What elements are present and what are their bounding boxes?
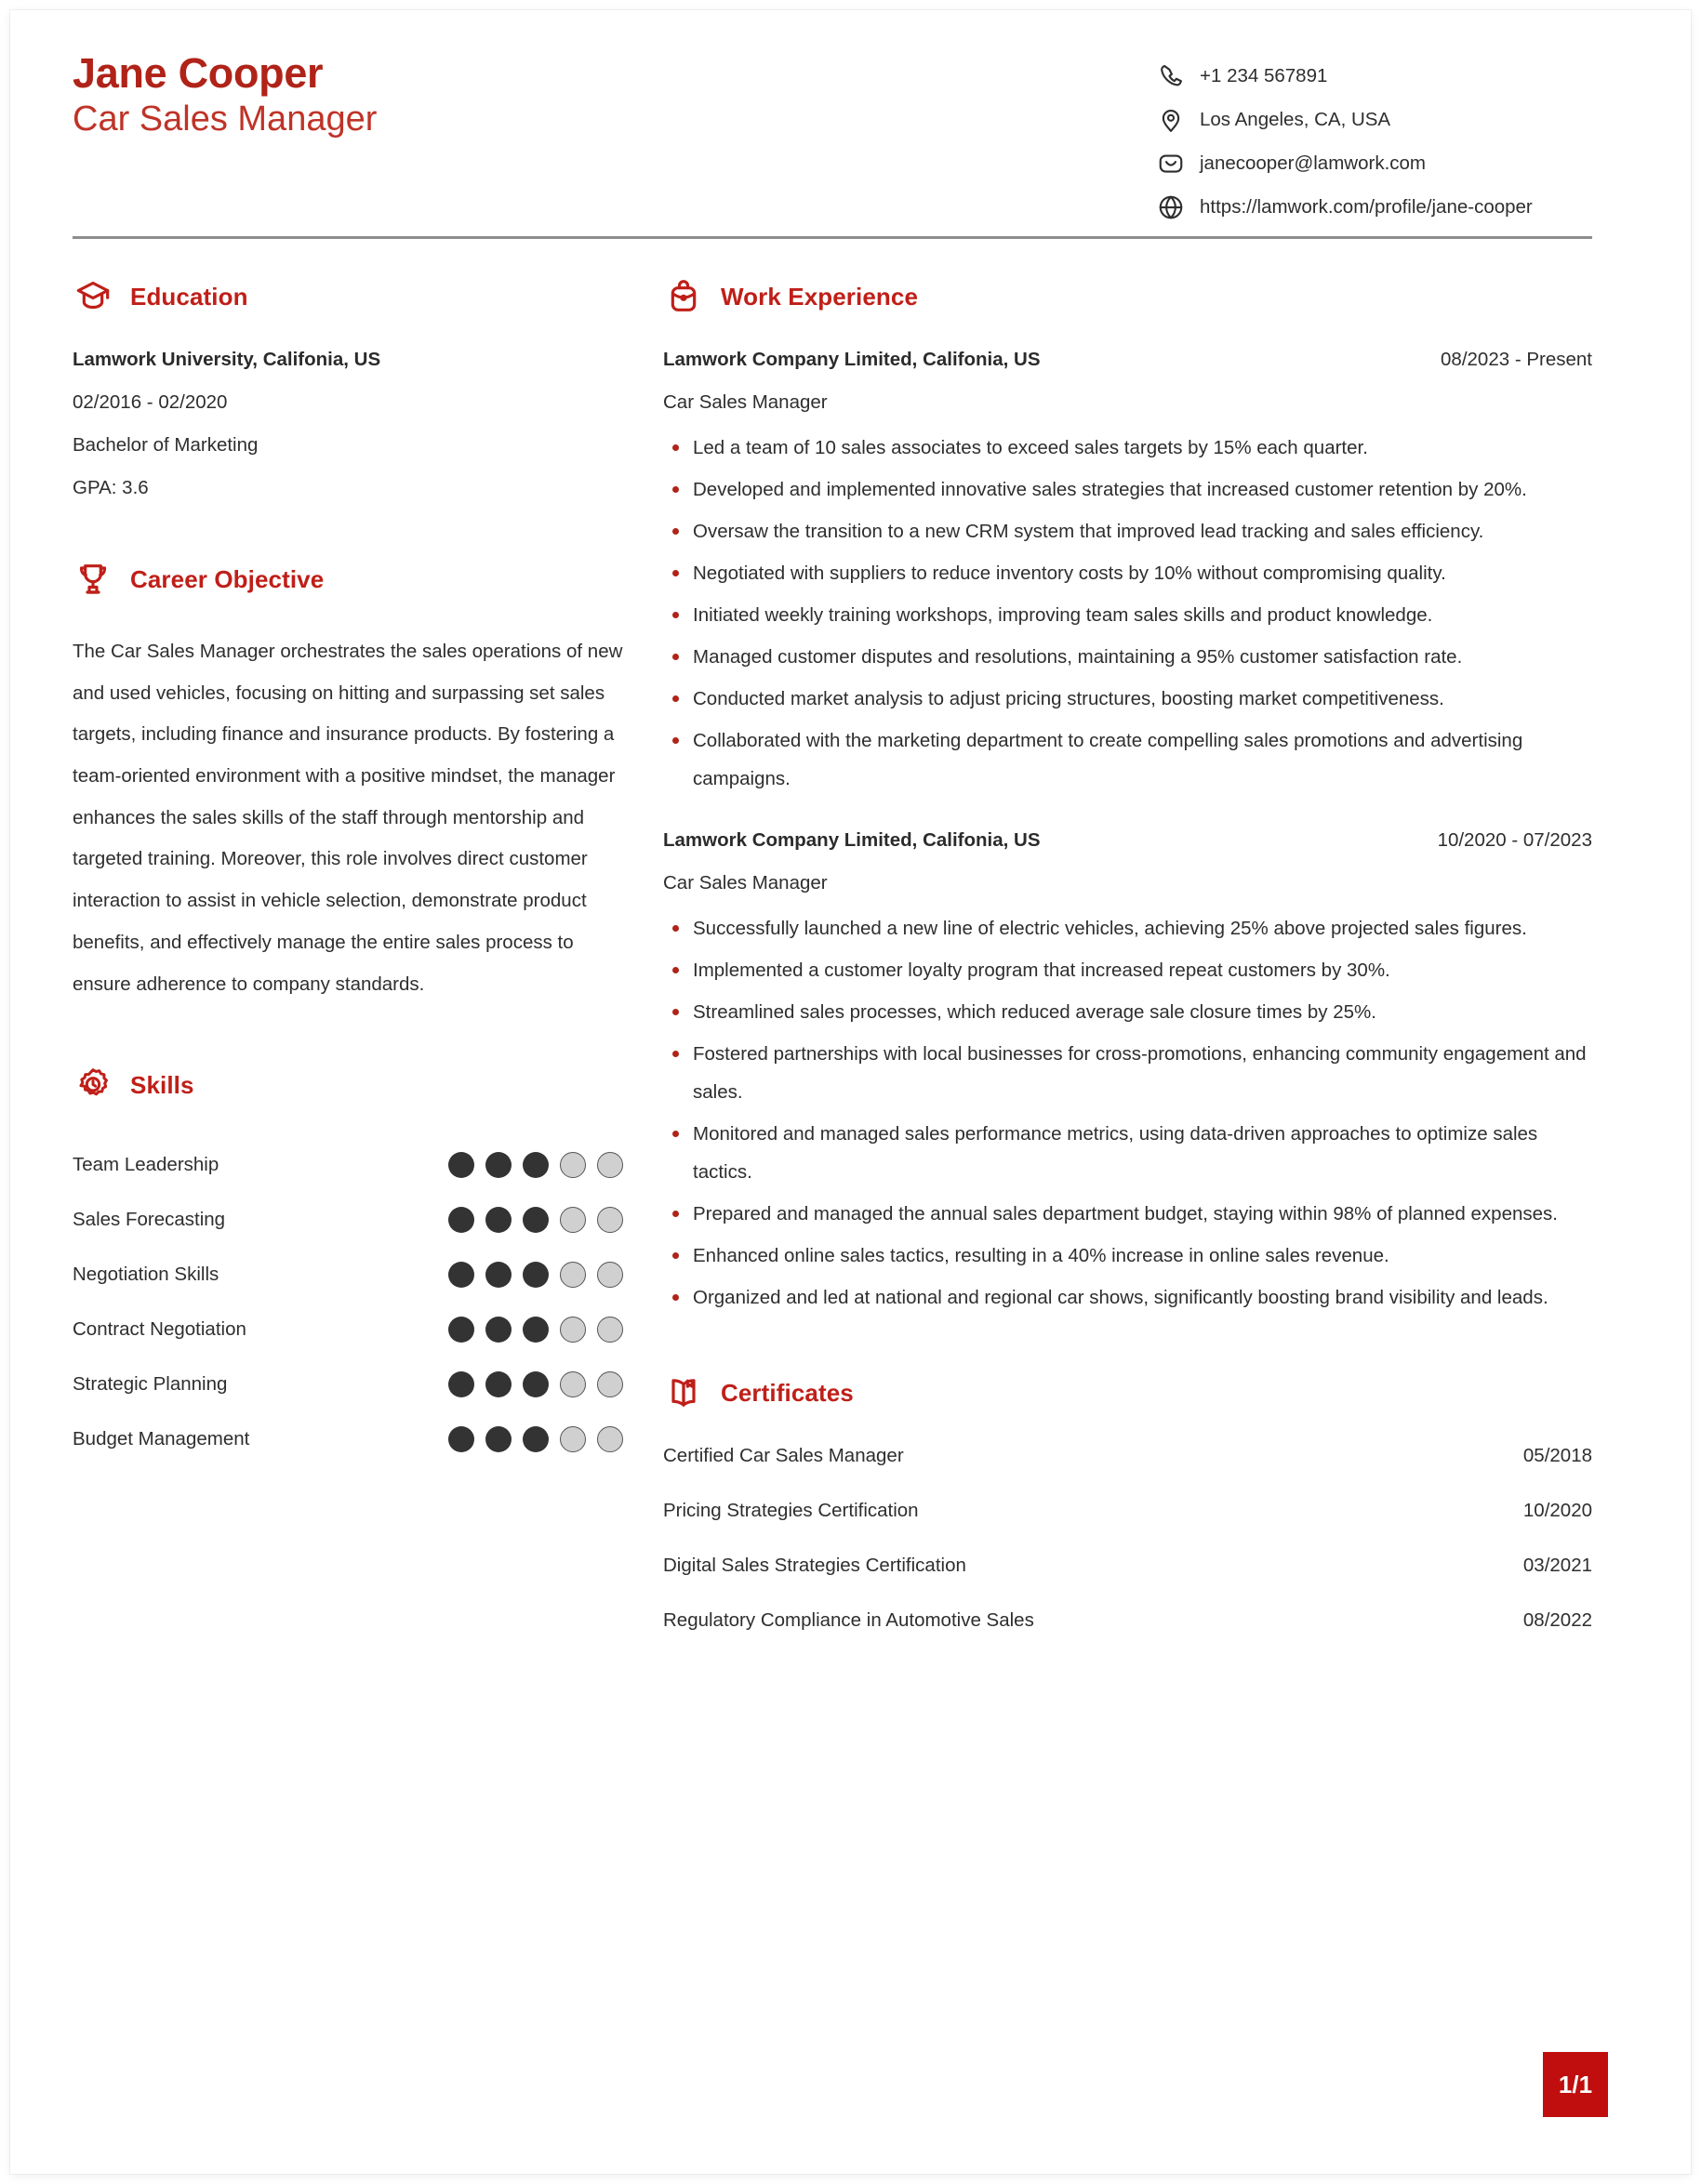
section-career-objective	[73, 559, 631, 1005]
job-bullet: Managed customer disputes and resolutions, maintaining a 95% customer satisfaction rate.	[663, 638, 1592, 676]
job-company: Lamwork Company Limited, Califonia, US	[663, 349, 1041, 370]
certificates-heading	[663, 1372, 1592, 1413]
section-work-experience	[663, 276, 1592, 1317]
rating-dot-empty	[560, 1426, 586, 1452]
rating-dot-filled	[448, 1426, 474, 1452]
page-content	[73, 0, 1592, 1664]
phone-icon	[1155, 60, 1187, 92]
rating-dot-filled	[485, 1317, 512, 1343]
right-column	[663, 276, 1592, 1664]
body-columns	[73, 276, 1592, 1664]
trophy-icon	[73, 559, 113, 600]
education-heading	[73, 276, 631, 317]
skills-title: Skills	[130, 1070, 194, 1099]
skill-row	[73, 1192, 631, 1247]
job-bullet: Negotiated with suppliers to reduce inventory costs by 10% without compromising quality.	[663, 554, 1592, 592]
skill-row	[73, 1357, 631, 1411]
rating-dot-empty	[560, 1317, 586, 1343]
graduation-cap-icon	[73, 276, 113, 317]
skill-name: Sales Forecasting	[73, 1208, 226, 1230]
candidate-name: Jane Cooper	[73, 49, 324, 97]
job-bullet: Conducted market analysis to adjust pricing structures, boosting market competitiveness.	[663, 680, 1592, 718]
rating-dot-empty	[597, 1262, 623, 1288]
education-gpa: GPA: 3.6	[73, 477, 149, 498]
rating-dot-filled	[448, 1317, 474, 1343]
skill-row	[73, 1411, 631, 1466]
job-bullet: Prepared and managed the annual sales department budget, staying within 98% of planned expenses.	[663, 1195, 1592, 1233]
skill-name: Budget Management	[73, 1427, 250, 1449]
contact-row-email[interactable]	[1155, 141, 1592, 185]
rating-dot-empty	[597, 1152, 623, 1178]
education-school: Lamwork University, Califonia, US	[73, 349, 381, 370]
email-icon	[1155, 148, 1187, 179]
briefcase-icon	[663, 276, 704, 317]
job-bullet: Oversaw the transition to a new CRM system that improved lead tracking and sales efficiency.	[663, 512, 1592, 550]
job-bullet: Led a team of 10 sales associates to exceed sales targets by 15% each quarter.	[663, 429, 1592, 467]
education-degree: Bachelor of Marketing	[73, 434, 259, 456]
rating-dot-filled	[448, 1152, 474, 1178]
rating-dot-filled	[523, 1317, 549, 1343]
rating-dot-filled	[523, 1371, 549, 1397]
job-bullet: Streamlined sales processes, which reduced average sale closure times by 25%.	[663, 993, 1592, 1031]
section-education	[73, 276, 631, 499]
rating-dot-empty	[597, 1426, 623, 1452]
job-bullet: Enhanced online sales tactics, resulting in a 40% increase in online sales revenue.	[663, 1237, 1592, 1275]
page-number-badge: 1/1	[1543, 2052, 1608, 2117]
skill-rating-dots	[448, 1426, 623, 1452]
skill-rating-dots	[448, 1317, 623, 1343]
job-header	[663, 349, 1592, 371]
certificate-name: Certified Car Sales Manager	[663, 1445, 904, 1466]
education-title: Education	[130, 282, 248, 311]
job-company: Lamwork Company Limited, Califonia, US	[663, 829, 1041, 851]
rating-dot-empty	[560, 1207, 586, 1233]
rating-dot-empty	[597, 1207, 623, 1233]
rating-dot-filled	[523, 1207, 549, 1233]
rating-dot-empty	[597, 1317, 623, 1343]
contact-row-location[interactable]	[1155, 98, 1592, 141]
contact-value-location: Los Angeles, CA, USA	[1200, 108, 1391, 130]
certificate-row	[663, 1555, 1592, 1609]
work-experience-entry	[663, 349, 1592, 798]
book-icon	[663, 1372, 704, 1413]
contact-value-website: https://lamwork.com/profile/jane-cooper	[1200, 195, 1533, 218]
certificates-list	[663, 1445, 1592, 1664]
objective-title: Career Objective	[130, 564, 325, 593]
certificate-name: Digital Sales Strategies Certification	[663, 1555, 966, 1576]
objective-heading	[73, 559, 631, 600]
skill-row	[73, 1302, 631, 1357]
skill-rating-dots	[448, 1152, 623, 1178]
contact-value-phone: +1 234 567891	[1200, 64, 1328, 86]
certificate-date: 05/2018	[1522, 1445, 1592, 1466]
certificate-date: 10/2020	[1522, 1500, 1592, 1521]
objective-text: The Car Sales Manager orchestrates the sales operations of new and used vehicles, focusing on hitting and surpassing set sales targets, including finance and insurance products. By fostering a team-oriented environment with a positive mindset, the manager enhances the sales skills of the staff through mentorship and targeted training. Moreover, this role involves direct customer interaction to assist in vehicle selection, demonstrate product benefits, and effectively manage the entire sales process to ensure adherence to company standards.	[73, 641, 623, 995]
rating-dot-filled	[448, 1371, 474, 1397]
contact-row-website[interactable]	[1155, 185, 1592, 229]
job-bullet: Collaborated with the marketing department to create compelling sales promotions and advertising campaigns.	[663, 721, 1592, 798]
header-divider	[73, 236, 1592, 239]
job-bullet: Organized and led at national and regional car shows, significantly boosting brand visibility and leads.	[663, 1278, 1592, 1317]
job-date: 10/2020 - 07/2023	[1437, 829, 1592, 851]
section-skills	[73, 1065, 631, 1466]
certificate-row	[663, 1500, 1592, 1555]
job-header	[663, 829, 1592, 852]
job-bullet: Initiated weekly training workshops, improving team sales skills and product knowledge.	[663, 596, 1592, 634]
skills-list	[73, 1137, 631, 1466]
skill-rating-dots	[448, 1371, 623, 1397]
certificate-name: Pricing Strategies Certification	[663, 1500, 919, 1521]
job-bullet: Implemented a customer loyalty program that increased repeat customers by 30%.	[663, 951, 1592, 989]
job-bullet: Fostered partnerships with local businesses for cross-promotions, enhancing community engagement and sales.	[663, 1035, 1592, 1111]
rating-dot-filled	[523, 1262, 549, 1288]
rating-dot-empty	[560, 1152, 586, 1178]
rating-dot-empty	[597, 1371, 623, 1397]
skill-rating-dots	[448, 1262, 623, 1288]
job-bullet: Successfully launched a new line of electric vehicles, achieving 25% above projected sales figures.	[663, 909, 1592, 947]
location-icon	[1155, 104, 1187, 136]
rating-dot-empty	[560, 1371, 586, 1397]
rating-dot-filled	[448, 1207, 474, 1233]
rating-dot-filled	[485, 1262, 512, 1288]
rating-dot-filled	[448, 1262, 474, 1288]
skill-name: Contract Negotiation	[73, 1317, 246, 1340]
skill-row	[73, 1137, 631, 1192]
rating-dot-filled	[485, 1207, 512, 1233]
job-bullet: Developed and implemented innovative sales strategies that increased customer retention by 20%.	[663, 470, 1592, 509]
certificate-row	[663, 1445, 1592, 1500]
contact-row-phone[interactable]	[1155, 54, 1592, 98]
skill-row	[73, 1247, 631, 1302]
gear-clock-icon	[73, 1065, 113, 1105]
job-title: Car Sales Manager	[663, 391, 828, 413]
certificate-name: Regulatory Compliance in Automotive Sales	[663, 1609, 1034, 1631]
contact-list	[1155, 54, 1592, 229]
rating-dot-filled	[485, 1426, 512, 1452]
certificates-title: Certificates	[721, 1378, 854, 1407]
candidate-role: Car Sales Manager	[73, 99, 378, 139]
contact-value-email: janecooper@lamwork.com	[1200, 152, 1426, 174]
jobs-list	[663, 349, 1592, 1317]
resume-header	[73, 0, 1592, 229]
globe-icon	[1155, 192, 1187, 223]
certificate-date: 08/2022	[1522, 1609, 1592, 1631]
work-title: Work Experience	[721, 282, 919, 311]
left-column	[73, 276, 631, 1466]
job-bullet-list	[663, 909, 1592, 1317]
rating-dot-empty	[560, 1262, 586, 1288]
certificate-date: 03/2021	[1522, 1555, 1592, 1576]
job-bullet: Monitored and managed sales performance metrics, using data-driven approaches to optimize sales tactics.	[663, 1115, 1592, 1191]
job-date: 08/2023 - Present	[1441, 349, 1592, 370]
rating-dot-filled	[523, 1152, 549, 1178]
job-title: Car Sales Manager	[663, 872, 828, 893]
work-heading	[663, 276, 1592, 317]
section-certificates	[663, 1372, 1592, 1664]
skill-name: Negotiation Skills	[73, 1263, 219, 1285]
skill-rating-dots	[448, 1207, 623, 1233]
certificate-row	[663, 1609, 1592, 1664]
rating-dot-filled	[485, 1371, 512, 1397]
skill-name: Team Leadership	[73, 1153, 219, 1175]
rating-dot-filled	[485, 1152, 512, 1178]
work-experience-entry	[663, 829, 1592, 1317]
rating-dot-filled	[523, 1426, 549, 1452]
skills-heading	[73, 1065, 631, 1105]
education-dates: 02/2016 - 02/2020	[73, 391, 228, 413]
job-bullet-list	[663, 429, 1592, 798]
skill-name: Strategic Planning	[73, 1372, 228, 1395]
